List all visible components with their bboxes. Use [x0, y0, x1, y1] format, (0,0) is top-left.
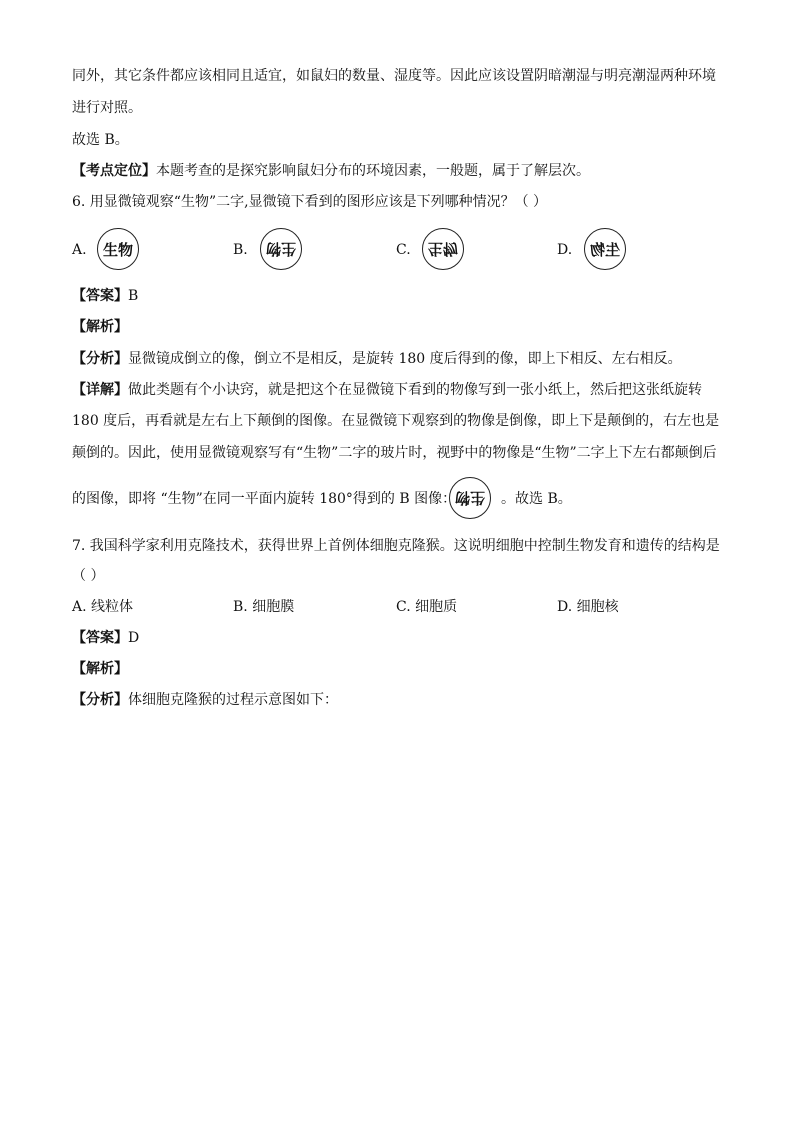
option-c-label: C.: [396, 242, 411, 258]
answer-value: B: [128, 288, 139, 304]
fenxi-text: 显微镜成倒立的像，倒立不是相反，是旋转 180 度后得到的像，即上下相反、左右相反。: [128, 351, 682, 367]
analysis-tag: 【解析】: [72, 319, 128, 335]
answer-line: [72, 286, 138, 306]
fenxi-line: [72, 349, 682, 369]
answer-tag: 【答案】: [72, 288, 128, 304]
option-a-glyph: 生物: [97, 228, 139, 270]
option-d-glyph: 生物: [584, 228, 626, 270]
answer-tag: 【答案】: [72, 630, 128, 646]
text-line: 进行对照。: [72, 100, 142, 116]
option-c-glyph: 生物: [422, 228, 464, 270]
inline-answer-glyph: 生物: [449, 477, 491, 519]
answer-value: D: [128, 630, 140, 646]
text-line: 同外，其它条件都应该相同且适宜，如鼠妇的数量、湿度等。因此应该设置阴暗潮湿与明亮潮湿两种环境: [72, 68, 716, 84]
text-line: 颠倒的。因此，使用显微镜观察写有“生物”二字的玻片时，视野中的物像是“生物”二字上下左右都颠倒后: [72, 445, 717, 461]
xiangjie-line: [72, 380, 702, 400]
text-line: 。故选 B。: [501, 491, 572, 507]
option-d-label: D.: [557, 242, 573, 258]
knowledge-point-line: [72, 161, 590, 181]
question-7-stem-cont: （ ）: [72, 568, 105, 584]
question-7-stem: 7. 我国科学家利用克隆技术，获得世界上首例体细胞克隆猴。这说明细胞中控制生物发育和遗传的结构是: [72, 538, 720, 554]
text-line: 故选 B。: [72, 132, 129, 148]
option-a: A. 线粒体: [72, 599, 134, 615]
analysis-tag: 【解析】: [72, 661, 128, 677]
fenxi-tag: 【分析】: [72, 692, 128, 708]
fenxi-line: [72, 690, 338, 710]
answer-line: [72, 628, 139, 648]
tag-label: 【考点定位】: [72, 163, 156, 179]
question-6-stem: 6. 用显微镜观察“生物”二字,显微镜下看到的图形应该是下列哪种情况？（ ）: [72, 194, 548, 210]
option-b: B. 细胞膜: [233, 599, 295, 615]
option-b-glyph: 生物: [260, 228, 302, 270]
fenxi-text: 体细胞克隆猴的过程示意图如下：: [128, 692, 338, 708]
option-c: C. 细胞质: [396, 599, 458, 615]
xiangjie-tag: 【详解】: [72, 382, 128, 398]
text-line: 180 度后，再看就是左右上下颠倒的图像。在显微镜下观察到的物像是倒像，即上下是颠倒的，右左也是: [72, 413, 720, 429]
xiangjie-text: 做此类题有个小诀窍，就是把这个在显微镜下看到的物像写到一张小纸上，然后把这张纸旋转: [128, 382, 702, 398]
option-d: D. 细胞核: [557, 599, 619, 615]
fenxi-tag: 【分析】: [72, 351, 128, 367]
text-line: 的图像，即将 “生物”在同一平面内旋转 180°得到的 B 图像：: [72, 491, 457, 507]
option-a-label: A.: [72, 242, 87, 258]
option-b-label: B.: [233, 242, 248, 258]
tag-text: 本题考查的是探究影响鼠妇分布的环境因素，一般题，属于了解层次。: [156, 163, 590, 179]
